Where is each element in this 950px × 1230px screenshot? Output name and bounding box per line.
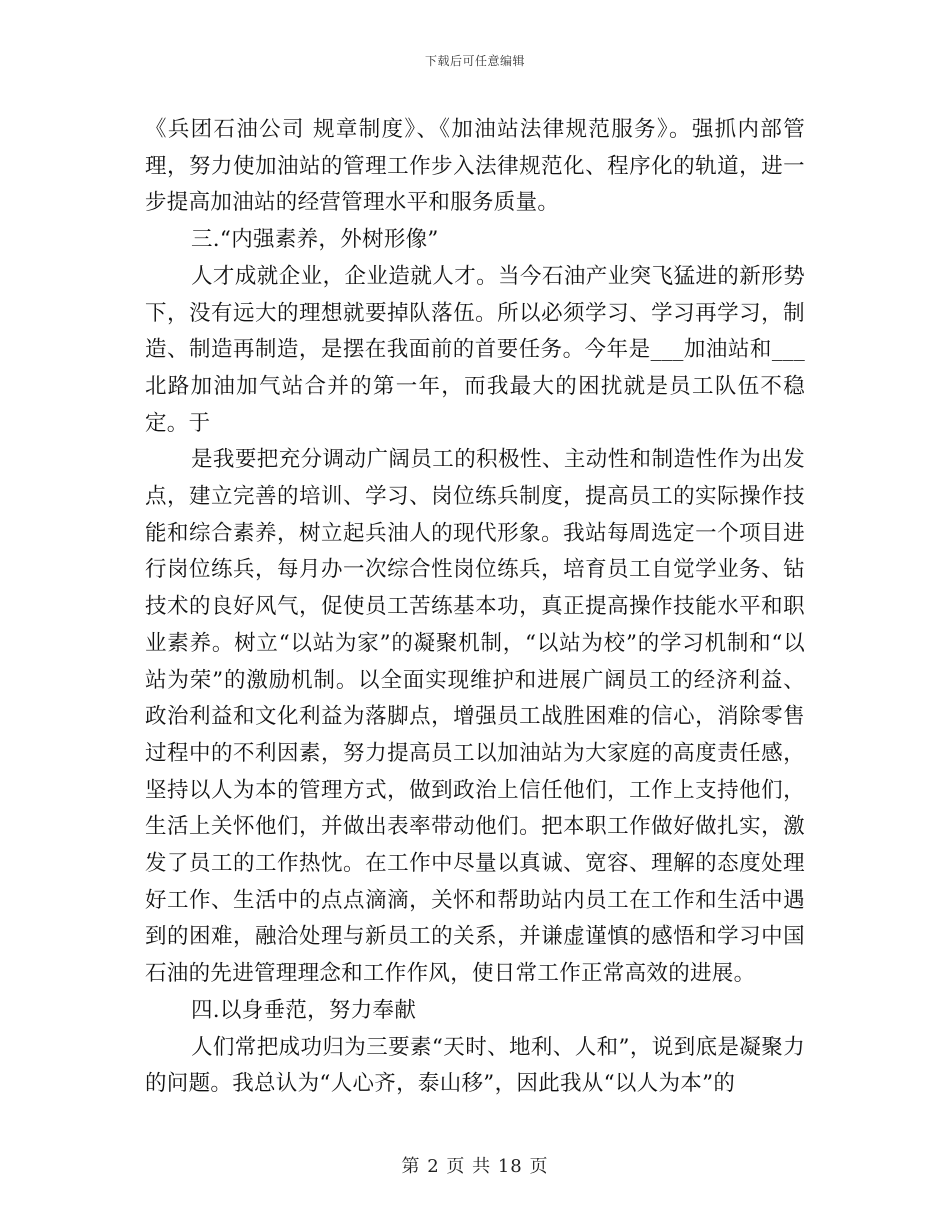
document-body <box>145 112 805 1103</box>
page-header-note: 下载后可任意编辑 <box>424 54 525 68</box>
page-number-footer: 第 2 页 共 18 页 <box>401 1156 549 1177</box>
section-heading-4: 四.以身垂范，努力奉献 <box>191 997 417 1023</box>
paragraph-talent: 人才成就企业，企业造就人才。当今石油产业突飞猛进的新形势下，没有远大的理想就要掉队落伍。所以必须学习、学习再学习，制造、制造再制造，是摆在我面前的首要任务。今年是___加油站和___北路加油加气站合并的第一年，而我最大的困扰就是员工队伍不稳定。于 <box>145 263 805 436</box>
paragraph-staff-training: 是我要把充分调动广阔员工的积极性、主动性和制造性作为出发点，建立完善的培训、学习、岗位练兵制度，提高员工的实际操作技能和综合素养，树立起兵油人的现代形象。我站每周选定一个项目进行岗位练兵，每月办一次综合性岗位练兵，培育员工自觉学业务、钻技术的良好风气，促使员工苦练基本功，真正提高操作技能水平和职业素养。树立“以站为家”的凝聚机制，“以站为校”的学习机制和“以站为荣”的激励机制。以全面实现维护和进展广阔员工的经济利益、政治利益和文化利益为落脚点，增强员工战胜困难的信心，消除零售过程中的不利因素，努力提高员工以加油站为大家庭的高度责任感，坚持以人为本的管理方式，做到政治上信任他们，工作上支持他们，生活上关怀他们，并做出表率带动他们。把本职工作做好做扎实，激发了员工的工作热忱。在工作中尽量以真诚、宽容、理解的态度处理好工作、生活中的点点滴滴，关怀和帮助站内员工在工作和生活中遇到的困难，融洽处理与新员工的关系，并谦虚谨慎的感悟和学习中国石油的先进管理理念和工作作风，使日常工作正常高效的进展。 <box>145 447 805 987</box>
paragraph-cohesion: 人们常把成功归为三要素“天时、地利、人和”，说到底是凝聚力的问题。我总认为“人心齐，泰山移”，因此我从“以人为本”的 <box>145 1034 805 1097</box>
paragraph-regulations: 《兵团石油公司 规章制度》、《加油站法律规范服务》。强抓内部管理，努力使加油站的管理工作步入法律规范化、程序化的轨道，进一步提高加油站的经营管理水平和服务质量。 <box>145 117 805 216</box>
section-heading-3: 三.“内强素养，外树形像” <box>191 227 439 253</box>
